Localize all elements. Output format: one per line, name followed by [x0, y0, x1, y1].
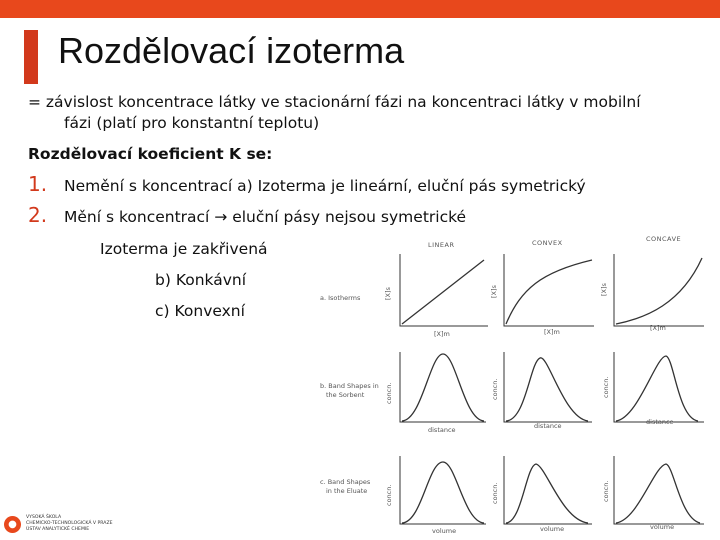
list-item: [28, 203, 466, 227]
column-header-linear: LINEAR: [428, 241, 455, 249]
axes: [400, 352, 486, 422]
convex-isotherm-curve: [506, 260, 592, 324]
axis-y-label: concn.: [491, 378, 499, 400]
eluate-convex-panel: [504, 456, 592, 524]
definition-line-1: = závislost koncentrace látky ve stacionární fázi na koncentraci látky v mobilní: [28, 93, 641, 111]
linear-isotherm-curve: [402, 260, 484, 324]
top-accent-bar: [0, 0, 720, 18]
row-label-sorbent-2: the Sorbent: [326, 391, 365, 399]
footer-line: ÚSTAV ANALYTICKÉ CHEMIE: [26, 527, 90, 532]
footer-line: VYSOKÁ ŠKOLA: [26, 515, 62, 520]
row-label-eluate-1: c. Band Shapes: [320, 478, 371, 486]
sorbent-convex-panel: [504, 352, 592, 422]
footer-institution: [26, 515, 113, 533]
axis-x-label: volume: [650, 523, 675, 531]
axes: [400, 456, 486, 524]
axis-x-label: distance: [646, 418, 674, 426]
footer-line: CHEMICKO-TECHNOLOGICKÁ V PRAZE: [26, 521, 113, 526]
symmetric-band: [402, 354, 484, 421]
axis-y-label: concn.: [602, 376, 610, 398]
row-label-eluate-2: in the Eluate: [326, 487, 368, 495]
axes: [504, 352, 592, 422]
list-text: Mění s koncentrací → eluční pásy nejsou symetrické: [64, 208, 467, 226]
axis-x-label: distance: [534, 422, 562, 430]
coefficient-heading: Rozdělovací koeficient K se:: [28, 145, 273, 163]
isotherm-concave-panel: [614, 254, 704, 326]
isotherm-linear-panel: [400, 254, 488, 326]
axis-y-label: concn.: [385, 484, 393, 506]
list-number: 1.: [28, 172, 48, 196]
concave-isotherm-curve: [616, 258, 702, 324]
isotherm-figure: [316, 234, 720, 540]
title-accent-bar: [24, 30, 38, 84]
axis-y-label: concn.: [491, 482, 499, 504]
axis-y-label: [X]s: [384, 287, 392, 300]
column-header-convex: CONVEX: [532, 239, 563, 247]
axes: [614, 456, 704, 524]
axis-x-label: distance: [428, 426, 456, 434]
definition-line-2: fázi (platí pro konstantní teplotu): [64, 114, 320, 132]
eluate-concave-panel: [614, 456, 704, 524]
sub-item-concave: b) Konkávní: [155, 271, 247, 289]
axes: [504, 254, 594, 326]
isotherm-convex-panel: [504, 254, 594, 326]
row-label-sorbent-1: b. Band Shapes in: [320, 382, 379, 390]
fronting-band: [616, 464, 700, 523]
tailing-band: [506, 358, 588, 421]
drop-icon: ●: [4, 516, 21, 533]
axes: [614, 254, 704, 326]
column-header-concave: CONCAVE: [646, 235, 682, 243]
isotherm-figure-svg: [316, 234, 720, 540]
sorbent-linear-panel: [400, 352, 486, 422]
sub-item-convex: c) Konvexní: [155, 302, 245, 320]
axis-x-label: volume: [540, 525, 565, 533]
axes: [504, 456, 592, 524]
fronting-band: [616, 356, 698, 421]
row-label-isotherms: a. Isotherms: [320, 294, 361, 302]
definition-text: [28, 92, 678, 134]
sub-item-curved: Izoterma je zakřivená: [100, 240, 268, 258]
axis-x-label: [X]m: [434, 330, 450, 338]
list-item: [28, 172, 586, 196]
axis-x-label: [X]m: [650, 324, 666, 332]
list-text: Nemění s koncentrací a) Izoterma je lineární, eluční pás symetrický: [64, 177, 586, 195]
axis-y-label: concn.: [385, 382, 393, 404]
slide-title: Rozdělovací izoterma: [58, 30, 405, 71]
tailing-band: [506, 464, 588, 523]
symmetric-band: [402, 462, 484, 523]
axis-y-label: concn.: [602, 480, 610, 502]
sorbent-concave-panel: [614, 352, 704, 422]
axis-x-label: [X]m: [544, 328, 560, 336]
axis-y-label: [X]s: [490, 285, 498, 298]
axis-x-label: volume: [432, 527, 457, 535]
list-number: 2.: [28, 203, 48, 227]
axis-y-label: [X]s: [600, 283, 608, 296]
eluate-linear-panel: [400, 456, 486, 524]
